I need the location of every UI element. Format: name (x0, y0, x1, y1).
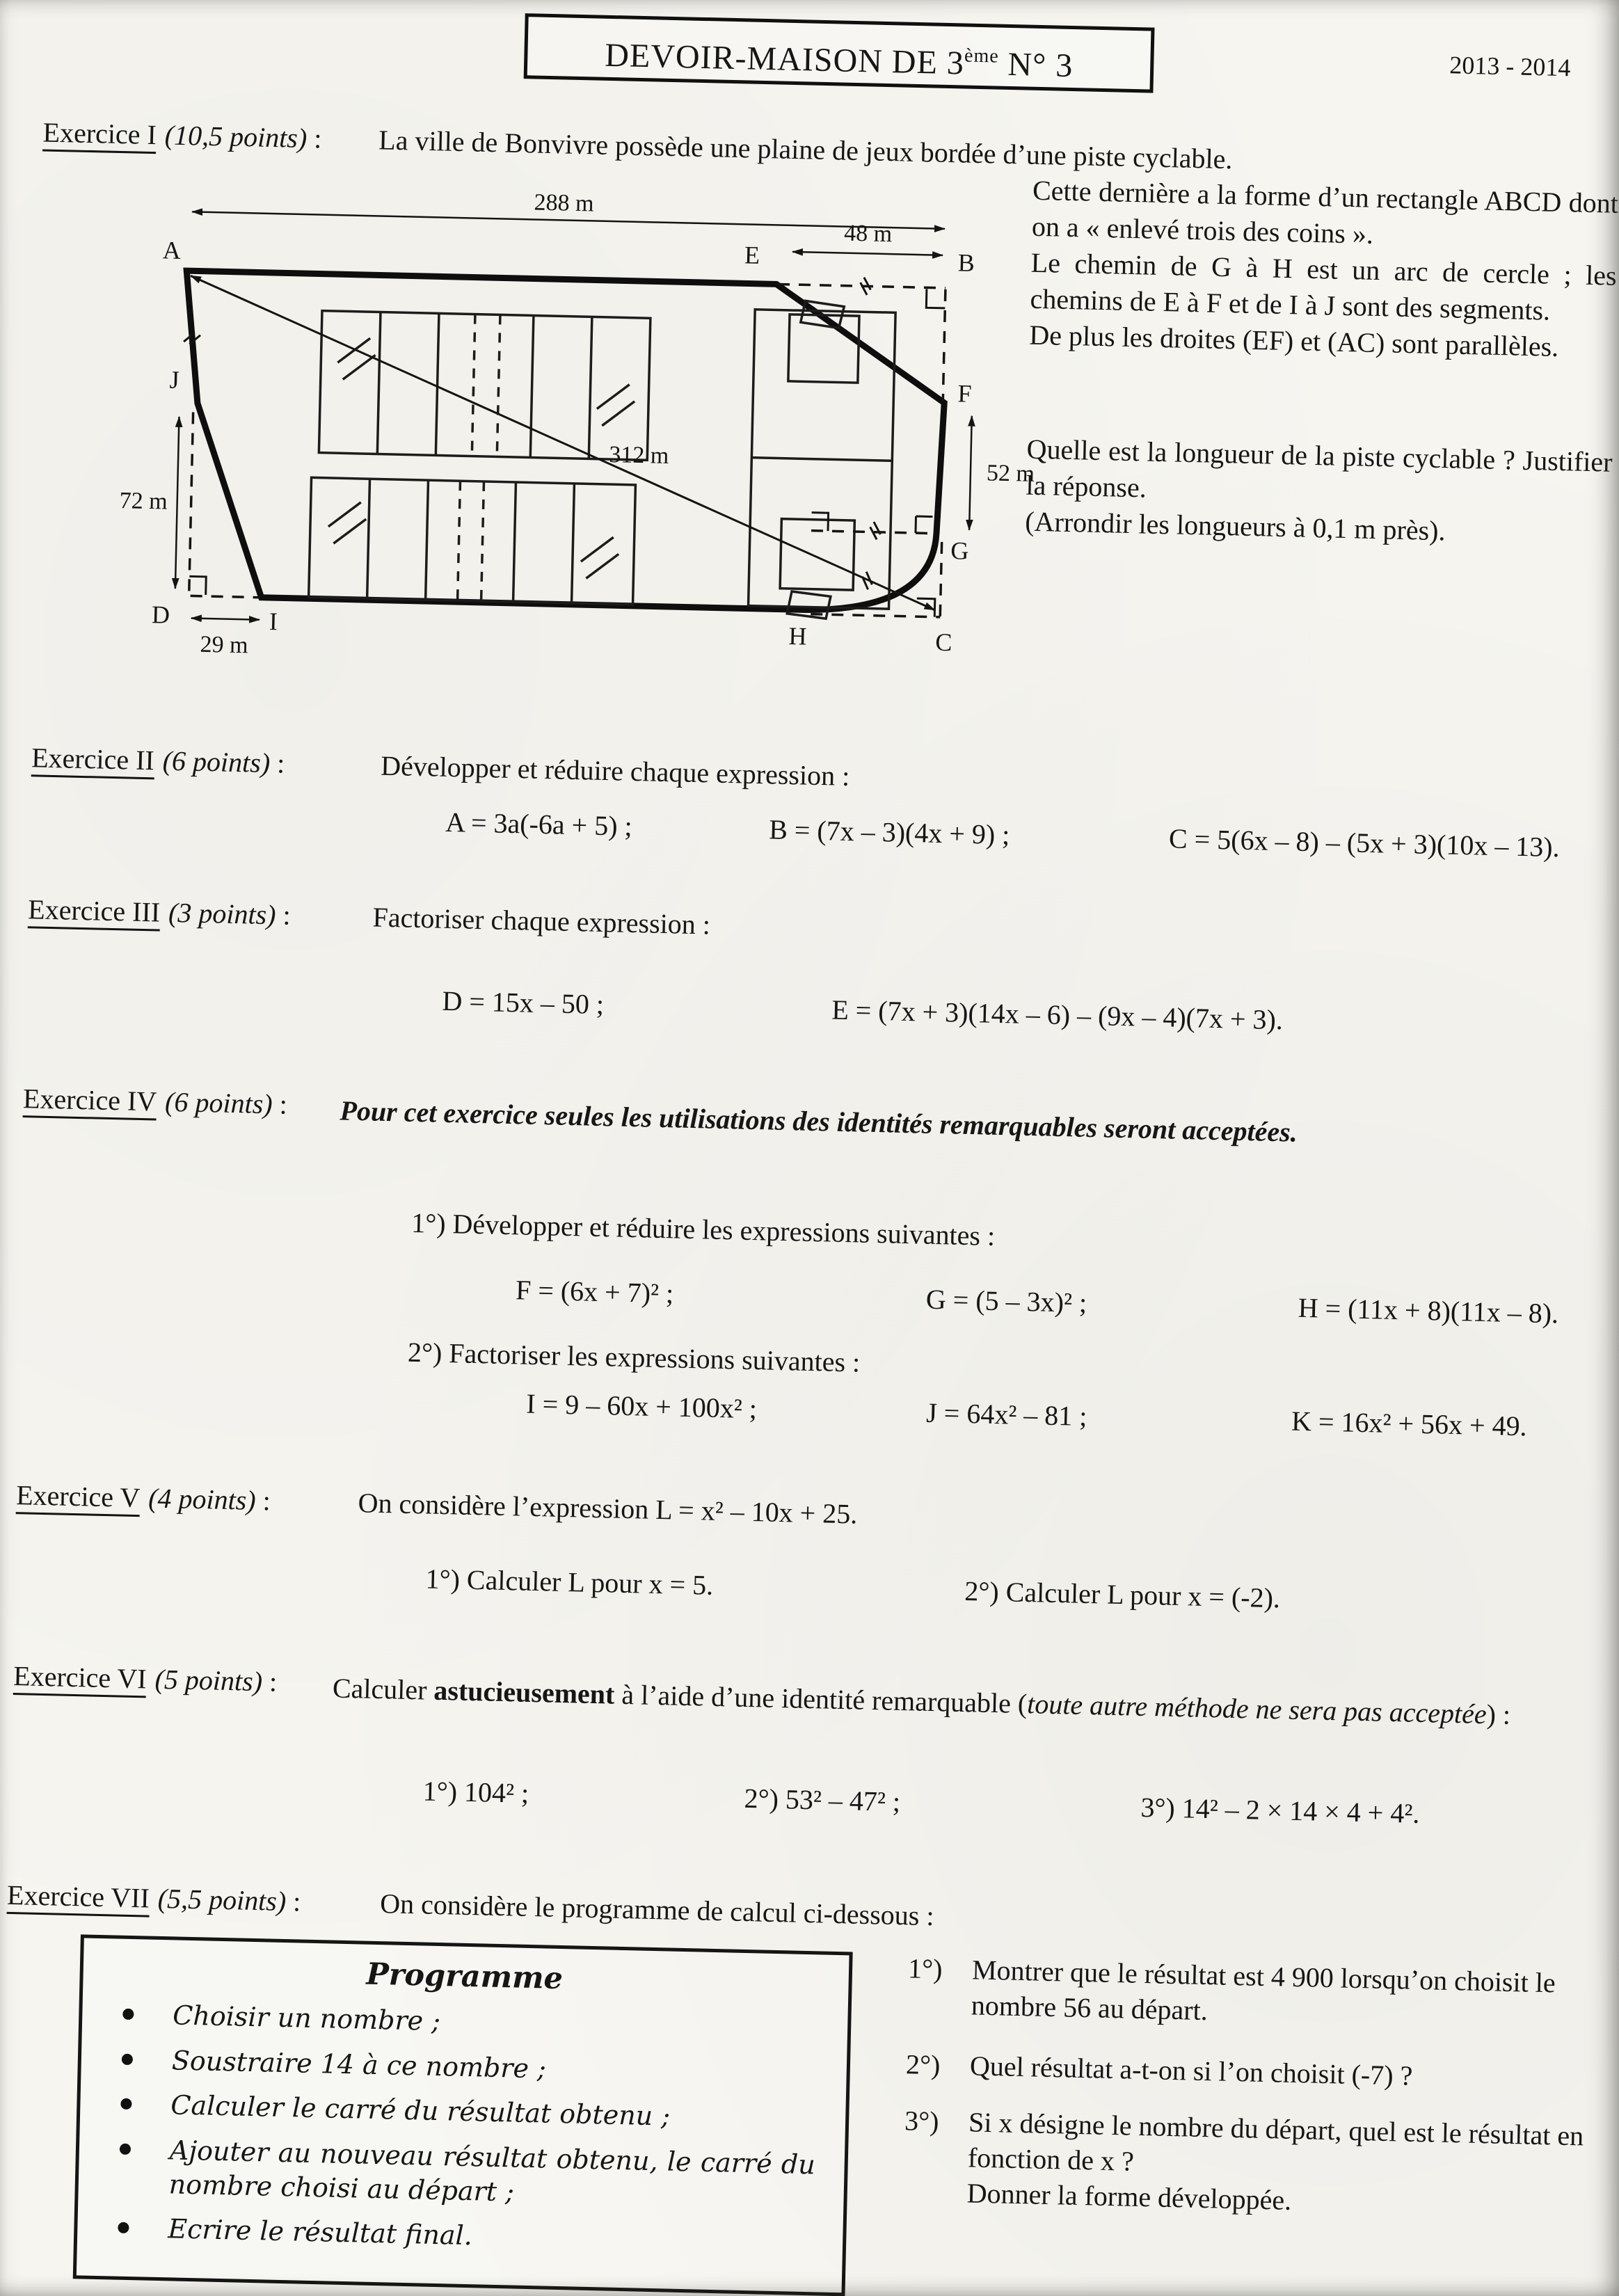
exercise6-intro-post: ) : (1486, 1698, 1511, 1730)
point-label-b: B (957, 248, 975, 277)
exercise5-q1: 1°) Calculer L pour x = 5. (425, 1563, 714, 1601)
expression-j: J = 64x² – 81 ; (925, 1396, 1087, 1432)
exercise5-colon: : (262, 1485, 271, 1517)
title-suffix: N° 3 (998, 45, 1074, 85)
question3-text: Si x désigne le nombre du départ, quel est le résultat en fonction de x ? (967, 2106, 1584, 2177)
exercise2-task: Développer et réduire chaque expression : (380, 749, 850, 792)
exercise3-task: Factoriser chaque expression : (372, 901, 711, 941)
exercise6-intro-bold: astucieusement (433, 1674, 615, 1710)
exercise3-colon: : (282, 899, 292, 931)
expression-g: G = (5 – 3x)² ; (925, 1283, 1087, 1318)
exercise3-header (28, 893, 711, 941)
question3-extra: Donner la forme développée. (966, 2177, 1292, 2216)
point-label-e: E (744, 241, 760, 269)
dim-288: 288 m (534, 189, 594, 217)
expression-h: H = (11x + 8)(11x – 8). (1298, 1291, 1559, 1330)
exercise7-points: (5,5 points) (157, 1882, 287, 1918)
point-label-g: G (950, 536, 969, 565)
dim-52: 52 m (986, 460, 1035, 487)
program-step-3: Calculer le carré du résultat obtenu ; (106, 2087, 817, 2137)
exercise2-points: (6 points) (162, 744, 271, 779)
expression-a: A = 3a(-6a + 5) ; (445, 806, 633, 842)
dim-72: 72 m (119, 488, 168, 515)
exercise5-header (16, 1478, 858, 1530)
point-label-a: A (162, 236, 182, 264)
exercise2-title: Exercice II (31, 742, 155, 779)
point-label-i: I (269, 607, 278, 636)
exercise7-intro: On considère le programme de calcul ci-dessous : (379, 1888, 935, 1932)
exercise3-points: (3 points) (168, 896, 277, 931)
exercise6-item2: 2°) 53² – 47² ; (744, 1782, 901, 1818)
expression-b: B = (7x – 3)(4x + 9) ; (768, 813, 1010, 851)
exercise6-intro-mid: à l’aide d’une identité remarquable ( (614, 1678, 1028, 1720)
question3-number: 3°) (904, 2105, 940, 2137)
exercise4-header (22, 1082, 1526, 1159)
exercise1-colon: : (313, 122, 322, 154)
exercise6-colon: : (269, 1666, 278, 1698)
program-box (73, 1934, 853, 2296)
page-title (605, 37, 1074, 84)
exercise5-points: (4 points) (147, 1482, 257, 1516)
exercise4-points: (6 points) (164, 1085, 273, 1120)
program-step-1: Choisir un nombre ; (109, 1997, 819, 2047)
exercise1-note: (Arrondir les longueurs à 0,1 m près). (1024, 505, 1446, 547)
exercise1-intro: La ville de Bonvivre possède une plaine de jeux bordée d’une piste cyclable. (378, 124, 1233, 175)
exercise6-intro (332, 1666, 1515, 1737)
expression-e: E = (7x + 3)(14x – 6) – (9x – 4)(7x + 3). (831, 994, 1284, 1036)
point-label-h: H (788, 621, 808, 651)
title-box (524, 13, 1155, 93)
program-step-2: Soustraire 14 à ce nombre ; (107, 2042, 818, 2092)
question2-text: Quel résultat a-t-on si l’on choisit (-7) ? (969, 2050, 1413, 2091)
exercise2-header (31, 741, 850, 792)
exercise7-colon: : (292, 1886, 301, 1918)
point-label-f: F (957, 379, 972, 408)
school-year: 2013 - 2014 (1449, 51, 1571, 82)
point-label-d: D (151, 600, 170, 629)
exercise5-intro: On considère l’expression L = x² – 10x + 25. (358, 1487, 858, 1530)
exercise1-header (42, 115, 1233, 175)
description-paragraph-3: De plus les droites (EF) et (AC) sont parallèles. (1028, 319, 1559, 362)
exercise4-q2: 2°) Factoriser les expressions suivantes : (407, 1336, 861, 1378)
exercise4-q1: 1°) Développer et réduire les expressions suivantes : (410, 1206, 996, 1252)
program-step-4: Ajouter au nouveau résultat obtenu, le carré du nombre choisi au départ ; (104, 2132, 815, 2215)
exercise6-intro-pre: Calculer (332, 1672, 434, 1706)
expression-f: F = (6x + 7)² ; (515, 1274, 674, 1309)
exercise6-intro-italic: toute autre méthode ne sera pas acceptée (1026, 1688, 1488, 1730)
point-label-j: J (169, 365, 180, 394)
exercise5-title: Exercice V (16, 1479, 141, 1517)
exercise6-item1: 1°) 104² ; (422, 1775, 529, 1809)
exercise7-question-2 (905, 2046, 1591, 2097)
exercise1-question: Quelle est la longueur de la piste cyclable ? Justifier la réponse. (1026, 433, 1613, 504)
exercise6-points: (5 points) (154, 1663, 263, 1698)
dim-29: 29 m (200, 631, 248, 659)
exercise7-header (7, 1879, 934, 1932)
exercise4-colon: : (279, 1088, 288, 1120)
title-prefix: DEVOIR-MAISON DE 3 (604, 36, 965, 82)
title-superscript: ème (964, 45, 1000, 67)
question1-text: Montrer que le résultat est 4 900 lorsqu’on choisit le nombre 56 au départ. (971, 1954, 1556, 2027)
exercise7-title: Exercice VII (7, 1879, 150, 1918)
point-label-c: C (934, 628, 952, 657)
question1-number: 1°) (907, 1952, 943, 1985)
exercise5-q2: 2°) Calculer L pour x = (-2). (964, 1575, 1281, 1614)
program-step-5: Ecrire le résultat final. (104, 2210, 814, 2261)
exercise2-colon: : (276, 747, 285, 779)
exercise6-item3: 3°) 14² – 2 × 14 × 4 + 4². (1140, 1791, 1420, 1829)
exercise6-title: Exercice VI (13, 1660, 147, 1698)
exercise7-question-1 (907, 1950, 1593, 2036)
exercise1-description (1025, 173, 1619, 553)
plan-figure (86, 175, 1064, 676)
description-paragraph-2: Le chemin de G à H est un arc de cercle ; les chemins de E à F et de I à J sont des segments. (1030, 246, 1618, 326)
question2-number: 2°) (905, 2048, 941, 2081)
exercise4-rule: Pour cet exercice seules les utilisations des identités remarquables seront acceptées. (340, 1094, 1298, 1148)
expression-c: C = 5(6x – 8) – (5x + 3)(10x – 13). (1168, 822, 1561, 863)
dim-48: 48 m (843, 220, 893, 248)
exercise1-points: (10,5 points) (164, 119, 308, 154)
expression-i: I = 9 – 60x + 100x² ; (525, 1387, 758, 1425)
exercise4-title: Exercice IV (23, 1083, 157, 1120)
exercise3-title: Exercice III (28, 893, 161, 931)
exercise1-title: Exercice I (42, 116, 157, 154)
program-title: Programme (365, 1956, 564, 1997)
expression-k: K = 16x² + 56x + 49. (1291, 1405, 1528, 1442)
exercise6-header (13, 1659, 1515, 1737)
expression-d: D = 15x – 50 ; (442, 984, 605, 1021)
description-paragraph-1: Cette dernière a la forme d’un rectangle ABCD dont on a « enlevé trois des coins ». (1031, 174, 1619, 250)
dim-312: 312 m (609, 442, 669, 469)
exercise7-questions (902, 1950, 1593, 2224)
